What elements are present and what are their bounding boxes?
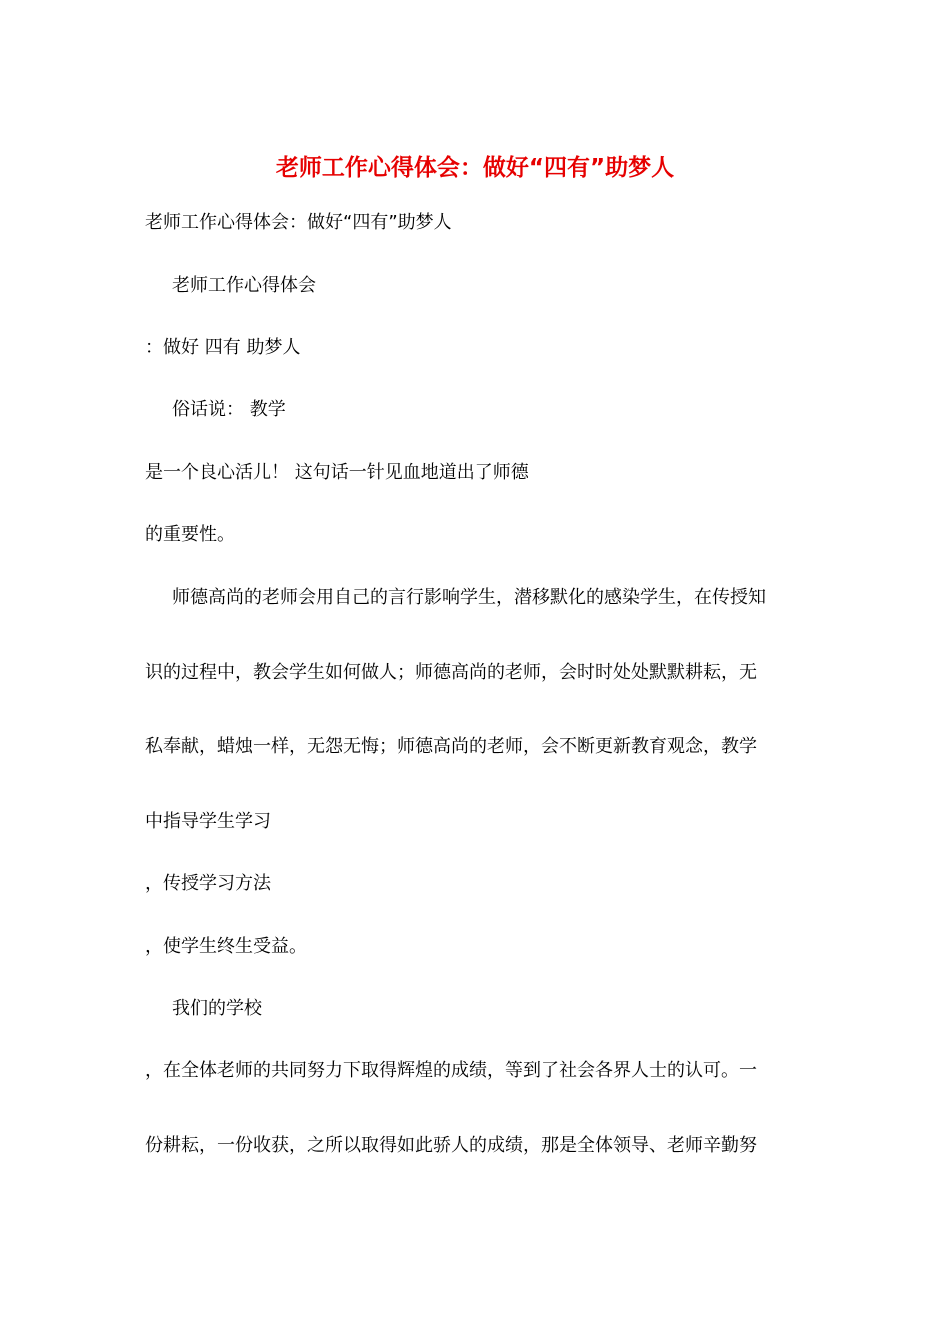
text-line: 私奉献，蜡烛一样，无怨无悔；师德高尚的老师，会不断更新教育观念，教学 — [145, 736, 757, 757]
text-line: ，在全体老师的共同努力下取得辉煌的成绩，等到了社会各界人士的认可。一 — [145, 1060, 757, 1081]
text-line: 师德高尚的老师会用自己的言行影响学生，潜移默化的感染学生，在传授知 — [172, 587, 766, 608]
text-line: 份耕耘，一份收获，之所以取得如此骄人的成绩，那是全体领导、老师辛勤努 — [145, 1135, 757, 1156]
text-line: 是一个良心活儿！ 这句话一针见血地道出了师德 — [145, 462, 529, 483]
text-line: 老师工作心得体会：做好“四有”助梦人 — [145, 212, 452, 233]
text-line: 俗话说： 教学 — [172, 399, 286, 420]
page-title: 老师工作心得体会：做好“四有”助梦人 — [275, 155, 675, 181]
text-line: 识的过程中，教会学生如何做人；师德高尚的老师，会时时处处默默耕耘，无 — [145, 662, 757, 683]
text-line: ，传授学习方法 — [145, 873, 271, 894]
text-line: 我们的学校 — [172, 998, 262, 1019]
text-line: 中指导学生学习 — [145, 811, 271, 832]
text-line: 老师工作心得体会 — [172, 275, 316, 296]
text-line: 的重要性。 — [145, 524, 235, 545]
text-line: ，使学生终生受益。 — [145, 936, 307, 957]
text-line: ：做好 四有 助梦人 — [145, 337, 301, 358]
